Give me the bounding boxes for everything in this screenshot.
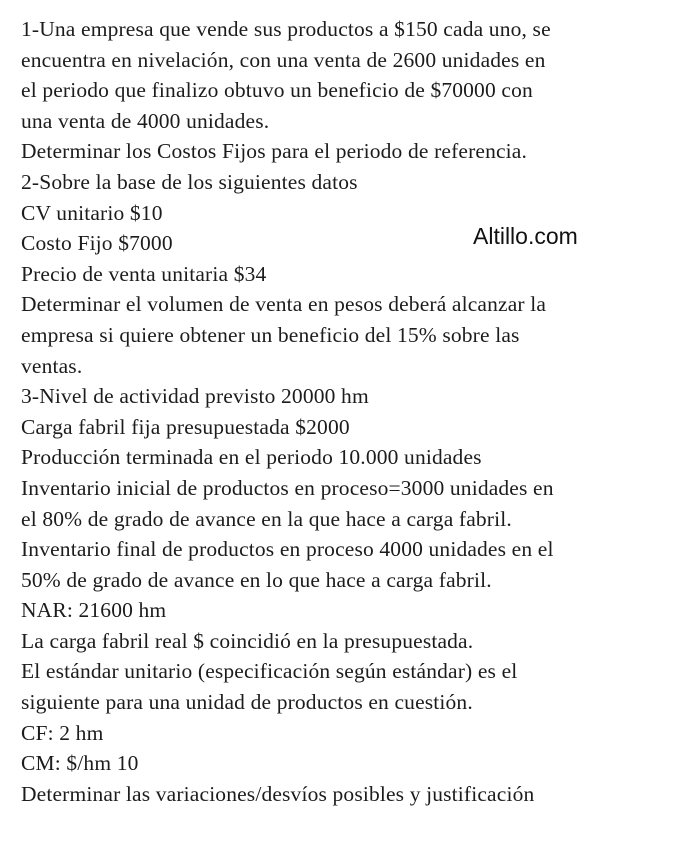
text-line: El estándar unitario (especificación según estándar) es el bbox=[21, 659, 518, 684]
text-line: una venta de 4000 unidades. bbox=[21, 108, 270, 133]
text-line: ventas. bbox=[21, 353, 83, 378]
text-line: Precio de venta unitaria $34 bbox=[21, 261, 267, 286]
text-line: Determinar los Costos Fijos para el periodo de referencia. bbox=[21, 139, 528, 164]
text-line: Determinar el volumen de venta en pesos deberá alcanzar la bbox=[21, 292, 547, 317]
text-line: CF: 2 hm bbox=[21, 720, 104, 745]
text-line: Producción terminada en el periodo 10.000 unidades bbox=[21, 445, 482, 470]
text-line: el 80% de grado de avance en la que hace a carga fabril. bbox=[21, 506, 512, 531]
text-line: 3-Nivel de actividad previsto 20000 hm bbox=[21, 384, 369, 409]
text-line: encuentra en nivelación, con una venta de 2600 unidades en bbox=[21, 47, 546, 72]
text-line: CM: $/hm 10 bbox=[21, 751, 139, 776]
text-line: 1-Una empresa que vende sus productos a $150 cada uno, se bbox=[21, 17, 551, 41]
text-line: siguiente para una unidad de productos en cuestión. bbox=[21, 690, 473, 715]
text-line: Costo Fijo $7000 bbox=[21, 231, 173, 256]
document-body bbox=[21, 14, 689, 809]
text-line: 50% de grado de avance en lo que hace a carga fabril. bbox=[21, 567, 492, 592]
text-line: 2-Sobre la base de los siguientes datos bbox=[21, 169, 358, 194]
text-line: empresa si quiere obtener un beneficio del 15% sobre las bbox=[21, 322, 520, 347]
text-line: Inventario final de productos en proceso 4000 unidades en el bbox=[21, 537, 554, 562]
text-line: Inventario inicial de productos en proceso=3000 unidades en bbox=[21, 475, 554, 500]
text-line: CV unitario $10 bbox=[21, 200, 163, 225]
text-line: Determinar las variaciones/desvíos posibles y justificación bbox=[21, 781, 535, 806]
text-line: La carga fabril real $ coincidió en la presupuestada. bbox=[21, 628, 474, 653]
watermark-text: Altillo.com bbox=[473, 223, 578, 249]
text-line: el periodo que finalizo obtuvo un beneficio de $70000 con bbox=[21, 78, 533, 103]
text-line: NAR: 21600 hm bbox=[21, 598, 167, 623]
text-line: Carga fabril fija presupuestada $2000 bbox=[21, 414, 350, 439]
